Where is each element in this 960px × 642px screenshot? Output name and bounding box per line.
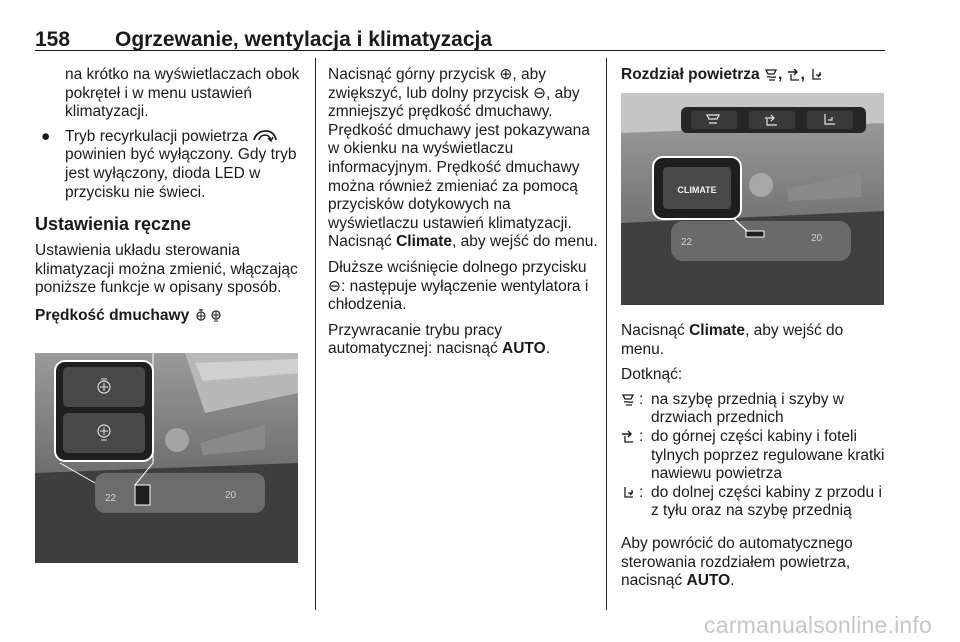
press-text: Nacisnąć: [621, 322, 685, 339]
fan-speed-icons: [194, 309, 224, 322]
auto-text: Przywracanie trybu pracy automatycznej: nacisnąć: [328, 321, 503, 358]
climate-button-illustration: [621, 93, 884, 305]
return-auto-paragraph: [621, 535, 889, 591]
airflow-upper-icon: [621, 430, 635, 443]
airflow-windscreen-icon: [621, 393, 635, 406]
bullet-item: [35, 128, 303, 202]
illus-temp-left: 22: [681, 237, 693, 248]
airflow-lower-icon: [809, 68, 823, 81]
item-colon: :: [639, 483, 644, 501]
airflow-windscreen-icon: [764, 68, 778, 81]
heading-separator: ,: [800, 66, 805, 83]
page-header: [35, 28, 885, 50]
climate-term: Climate: [689, 322, 746, 339]
airflow-upper-icon: [787, 68, 801, 81]
page-number: 158: [35, 28, 71, 51]
fan-speed-illustration: [35, 353, 298, 563]
section-heading: Ustawienia ręczne: [35, 214, 192, 235]
press-climate-paragraph: [621, 322, 889, 359]
auto-paragraph: [328, 322, 598, 359]
subheading-text: Prędkość dmuchawy: [35, 306, 190, 324]
distribution-item-windscreen: [621, 391, 889, 428]
item-text: do dolnej części kabiny z przodu i z tyłu oraz na szybę przednią: [651, 483, 882, 520]
fan-speed-text: Nacisnąć górny przycisk ⊕, aby zwiększyć, lub dolny przycisk ⊖, aby zmniejszyć prędkość dmuchawy. Prędkość dmuchawy jest pokazywana w okienku na wyświetlaczu informacyjnym. Prędkość dmuchawy można również zmieniać za pomocą przycisków dotykowych na wyświetlaczu ustawień klimatyzacji. Nacisnąć: [328, 66, 590, 251]
bullet-marker: ●: [41, 127, 51, 145]
long-press-paragraph: Dłuższe wciśnięcie dolnego przycisku ⊖: następuje wyłączenie wentylatora i chłodzenia.: [328, 258, 589, 314]
return-text: Aby powrócić do automatycznego sterowania rozdziałem powietrza, nacisnąć: [621, 534, 853, 590]
column-divider: [606, 58, 607, 610]
column-3: [621, 66, 889, 85]
auto-term: AUTO: [502, 340, 546, 358]
fan-speed-text-end: , aby wejść do menu.: [452, 233, 598, 251]
climate-term: Climate: [396, 233, 453, 251]
watermark: carmanualsonline.info: [704, 612, 932, 638]
auto-term: AUTO: [686, 572, 731, 590]
return-text-end: .: [730, 572, 735, 590]
column-1: [35, 66, 303, 326]
illus-temp-right: 20: [811, 233, 823, 244]
column-3-body: [621, 322, 889, 591]
chapter-title: Ogrzewanie, wentylacja i klimatyzacja: [115, 28, 493, 51]
bullet-text-end: powinien być wyłączony. Gdy tryb jest wyłączony, dioda LED w przycisku nie świeci.: [65, 146, 297, 201]
header-rule: [35, 50, 885, 51]
airflow-lower-icon: [621, 486, 635, 499]
air-distribution-heading: [621, 66, 889, 85]
item-colon: :: [639, 390, 644, 408]
illus-temp-left: 22: [105, 493, 117, 504]
climate-button-label: CLIMATE: [677, 185, 717, 195]
fan-speed-paragraph: [328, 66, 598, 252]
subheading-fan-speed: [35, 307, 303, 326]
heading-text: Rozdział powietrza: [621, 66, 760, 83]
heading-separator: ,: [777, 66, 783, 83]
distribution-item-upper: [621, 428, 889, 484]
bullet-text-start: Tryb recyrkulacji powietrza: [65, 127, 248, 145]
column-2: [328, 66, 598, 359]
recirculation-icon: [252, 129, 278, 143]
column-divider: [315, 58, 316, 610]
distribution-item-lower: [621, 484, 889, 521]
item-text: do górnej części kabiny i foteli tylnych poprzez regulowane kratki nawiewu powietrza: [651, 427, 885, 483]
continued-text: na krótko na wyświetlaczach obok pokręteł i w menu ustawień klimatyzacji.: [65, 66, 300, 121]
touch-label: Dotknąć:: [621, 366, 683, 384]
press-text-end: , aby wejść do menu.: [621, 322, 844, 358]
auto-text-end: .: [545, 340, 550, 358]
intro-paragraph: Ustawienia układu sterowania klimatyzacji można zmienić, włączając poniższe funkcje w opisany sposób.: [35, 242, 298, 297]
illus-temp-right: 20: [225, 490, 237, 501]
item-text: na szybę przednią i szyby w drzwiach przednich: [651, 390, 844, 427]
item-colon: :: [639, 427, 644, 445]
